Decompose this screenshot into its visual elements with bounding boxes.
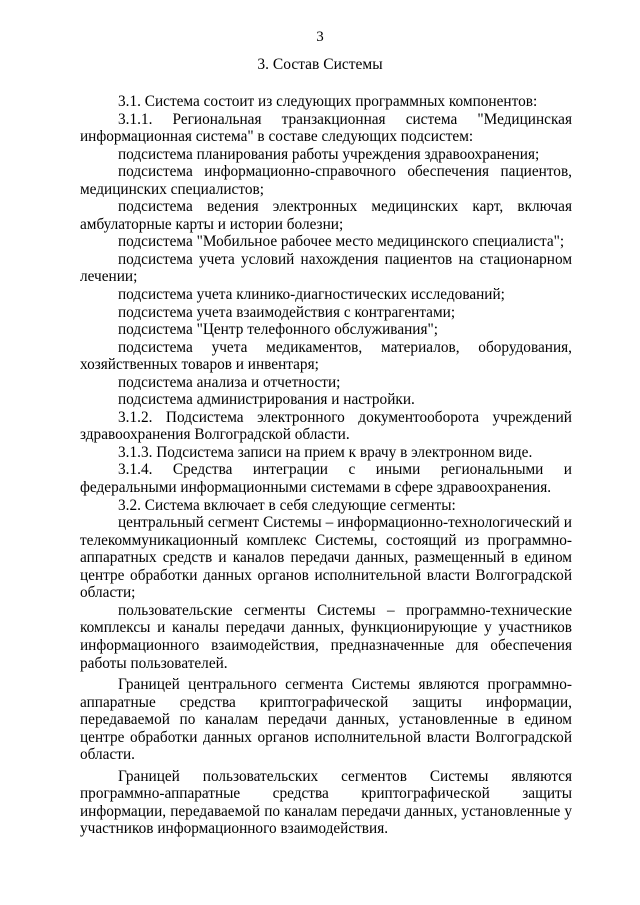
subsystem-item: подсистема информационно-справочного обеспечения пациентов, медицинских специалистов;	[80, 163, 572, 198]
subsystem-item: подсистема учета медикаментов, материалов, оборудования, хозяйственных товаров и инвентаря;	[80, 338, 572, 374]
subsystem-item: подсистема "Мобильное рабочее место медицинского специалиста";	[118, 233, 565, 251]
paragraph-3-1-4: 3.1.4. Средства интеграции с иными региональными и федеральными информационными системами в сфере здравоохранения.	[80, 461, 572, 497]
subsystem-item: подсистема учета условий нахождения пациентов на стационарном лечении;	[80, 250, 572, 286]
section-title: 3. Состав Системы	[257, 56, 383, 73]
segment-item: центральный сегмент Системы – информационно-технологический и телекоммуникационный комплекс Системы, состоящий из программно-аппаратных средств и каналов передачи данных, размещенный в едином центре обработки данных органов исполнительной власти Волгоградской области;	[80, 514, 572, 602]
subsystem-item: подсистема ведения электронных медицинских карт, включая амбулаторные карты и истории болезни;	[80, 198, 572, 233]
user-segment-boundary: Границей пользовательских сегментов Системы являются программно-аппаратные средства криптографической защиты информации, передаваемой по каналам передачи данных, установленные у участников информационного взаимодействия.	[80, 767, 572, 838]
subsystem-item: подсистема планирования работы учреждения здравоохранения;	[118, 145, 540, 163]
document-body	[80, 93, 572, 838]
paragraph-3-1-1: 3.1.1. Региональная транзакционная система "Медицинская информационная система" в составе следующих подсистем:	[80, 110, 572, 146]
subsystem-item: подсистема учета взаимодействия с контрагентами;	[118, 303, 456, 321]
paragraph-3-2: 3.2. Система включает в себя следующие сегменты:	[118, 496, 456, 514]
subsystem-item: подсистема "Центр телефонного обслуживания";	[118, 321, 439, 339]
subsystem-item: подсистема анализа и отчетности;	[118, 373, 341, 391]
subsystem-item: подсистема учета клинико-диагностических исследований;	[118, 286, 505, 304]
paragraph-3-1-2: 3.1.2. Подсистема электронного документооборота учреждений здравоохранения Волгоградской области.	[80, 408, 572, 444]
paragraph-3-1-3: 3.1.3. Подсистема записи на прием к врачу в электронном виде.	[118, 443, 533, 461]
paragraph-3-1: 3.1. Система состоит из следующих программных компонентов:	[118, 93, 538, 110]
subsystem-item: подсистема администрирования и настройки.	[118, 391, 415, 409]
central-segment-boundary: Границей центрального сегмента Системы являются программно-аппаратные средства криптографической защиты информации, передаваемой по каналам передачи данных, установленные в едином центре обработки данных органов исполнительной власти Волгоградской области.	[80, 676, 572, 764]
page-number: 3	[316, 29, 324, 45]
segment-item: пользовательские сегменты Системы – программно-технические комплексы и каналы передачи данных, функционирующие у участников информационного взаимодействия, предназначенные для обеспечения работы пользователей.	[80, 601, 572, 672]
